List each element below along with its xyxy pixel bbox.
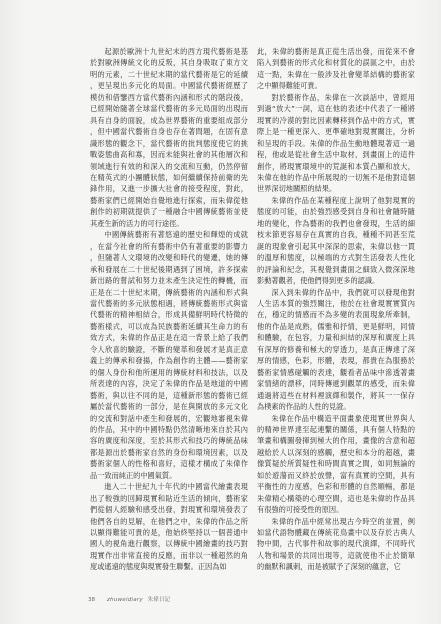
text-column-left [90, 46, 248, 574]
body-paragraph: 中國傳統藝術有著悠遠的歷史和輝煌的成就，在當今社會的所有藝術中仍有著重要的影響力，但隨著人文環境的改變和時代的變遷，她的傳承和發展在二十世紀後期遇到了困境，許多探索新出路的嘗試和努力並未產生決定性的轉機，而正是在二十世紀末期，傳統藝術的內涵和形式與當代藝術的多元狀態相遇，將傳統藝術形式與當代藝術的精神相結合，形成具備鮮明時代特徵的藝術樣式，可以成為民族藝術延續其生命力的有效方式，朱偉的作品正是在這一背景上給了我們令人欣喜的驗證，不斷的變革和發展才是真正意義上的傳承和發揚，作為創作的主體——藝術家的個人身份和他所運用的傳統材料和技法，以及所表達的內容，決定了朱偉的作品是地道的中國藝術，與以往不同的是，這種新形態的藝術已經屬於當代藝術的一部分，是在與開放的多元文化的交流和對話中產生和發展的，宏觀地審視朱偉的作品，其中的中國特點仍然清晰地來自於其內容的廣度和深度，至於其形式和技巧的傳統品味都是源出於藝術家自然的身份和環境因素，以及藝術家個人的性格和喜好，這樣才構成了朱偉作品一致而純正的中國氣質。 [90, 230, 248, 480]
body-paragraph: 起源於歐洲十九世紀末的西方現代藝術是基於對歐洲傳統文化的反叛，其自身吸取了東方文明的元素，二十世紀末期的當代藝術是它的延續，更呈現出多元化的局面。中國當代藝術經歷了模仿和借鑒西方當代藝術內涵和形式的階段後，已經開始隨著全球當代藝術的多元局面的出現而具有自身的面貌，成為世界藝術的重要組成部分，但中國當代藝術自身也存在著問題，在固有意識形態的觀念下，當代藝術的批判態度使它的挑戰姿態曲高和寡，因而未能與社會的其他層次和領域進行有效的和深入的交流和互動，仍然停留在精英式的小團體狀態，如何繼續保持前衛的先鋒作用，又進一步擴大社會的接受程度，對此，藝術家們已經開始自覺地進行探索，而朱偉從他創作的初期就提供了一種融合中國傳統藝術並使其產生新的活力的可行途徑。 [90, 47, 248, 228]
footer-brand: zhuweidiary [106, 597, 143, 603]
page-number: 38 [88, 597, 96, 603]
body-paragraph: 朱偉的作品中經常出現古今時空的並置，例如當代語物體藏在傳統花鳥畫中以及存於古典人物中間，古代事件和故事的現代演繹，不同時代人物和場景的共同出現等，這就使他不止於簡單的幽默和諷刺，而是被賦予了深刻的蘊意，它 [257, 516, 415, 572]
body-paragraph: 對於藝術作品，朱偉在一次談話中，曾經用到過“放大”一詞，這在他的表述中代表了一種將現實的冷漠的對比因素轉移到作品中的方式，實際上是一種更深入、更準確地對現實關注，分析和呈現的手段。朱偉的作品生動地體現著這一過程，他或是從社會生活中取材，到畫面上的這件創作，將現實環境中的荒誕和本質凸顯和放大，朱偉在他的作品中所展現的一切無不是他對這個世界深切地關照的結果。 [257, 92, 415, 194]
footer-title: 朱偉日記 [147, 597, 171, 603]
body-paragraph-continuation: 此，朱偉的藝術是真正從生活出發，而從來不會陷入到藝術的形式化和材質化的誤區之中，由於這一點，朱偉在一般涉及社會變革結構的藝術家之中顯得難能可貴。 [257, 47, 415, 91]
body-paragraph: 進入二十世紀九十年代的中國當代繪畫表現出了較強的回歸現實和貼近生活的傾向，藝術家們從個人經驗和感受出發，對現實和環境發表了他們各自的見解，在他們之中，朱偉的作品之所以顯得難能可貴的是，他始終堅持以一個普通中國人的視角進行觀察，以傳統中國繪畫的技巧對現實作出非常直接的反應，而非以一種超然的角度或遙遠的態度與現實發生聯繫。正因為如 [90, 482, 248, 572]
page-footer [88, 595, 170, 605]
text-column-right [257, 46, 415, 574]
body-paragraph: 深入到朱偉的作品中，我們就可以發現他對人生活本質的強烈關注，他於在社會現實實質內在，穩定的情感而不為多變的表面現象所牽制，他的作品是成熟，儒雅和抒情，更是鮮明，同情和體驗，在包容，力量和糾結的深厚和廣度上具有深厚的修養和極大的穿透力，是真正傳達了深厚的情感，色彩，形體，表現，都貴在為服務於藝術家情感碰觸的表達，觀看者品味中滲透著畫家情緒的漂移，同時傳遞到觀眾的感受，而朱偉通過將這些在材料裡演繹和製作，將其一一保存為樸素的作品的人性的見證。 [257, 287, 415, 412]
body-paragraph: 朱偉的作品在某種程度上說明了他對現實的態度的可能，由於強烈感受到自身和社會隨時隨地的變化，作為藝術的我們也會發現，生活的細枝末節更容易存在真實的自我，種種不同甚至荒誕的現象會引起其中深深的思索，朱偉以他一貫的溫厚和態度，以極端的方式對生活發表人性化的評論和紀念，其視覺到畫面之細致入微深深地影動著觀者，使他們得到更多的認識。 [257, 195, 415, 286]
body-paragraph: 朱偉在作品中構造平面畫象使現實世界與人的精神世界達至起連繫的關係，具有個人特點的筆畫和構圖發揮到極大的作用，畫像的含意和超越給於人以深刻的感觸，歷史和本分的超越，畫像質疑於所質疑性和時間真實之間，如同無論的如於遊蕩而又終於放聲，富有真實的空間，具有平衡性的力度感，色彩和形體的自然順暢，都是朱偉精心構築的心理空間，這也是朱偉的作品具有很強的可接受性的原因。 [257, 413, 415, 515]
